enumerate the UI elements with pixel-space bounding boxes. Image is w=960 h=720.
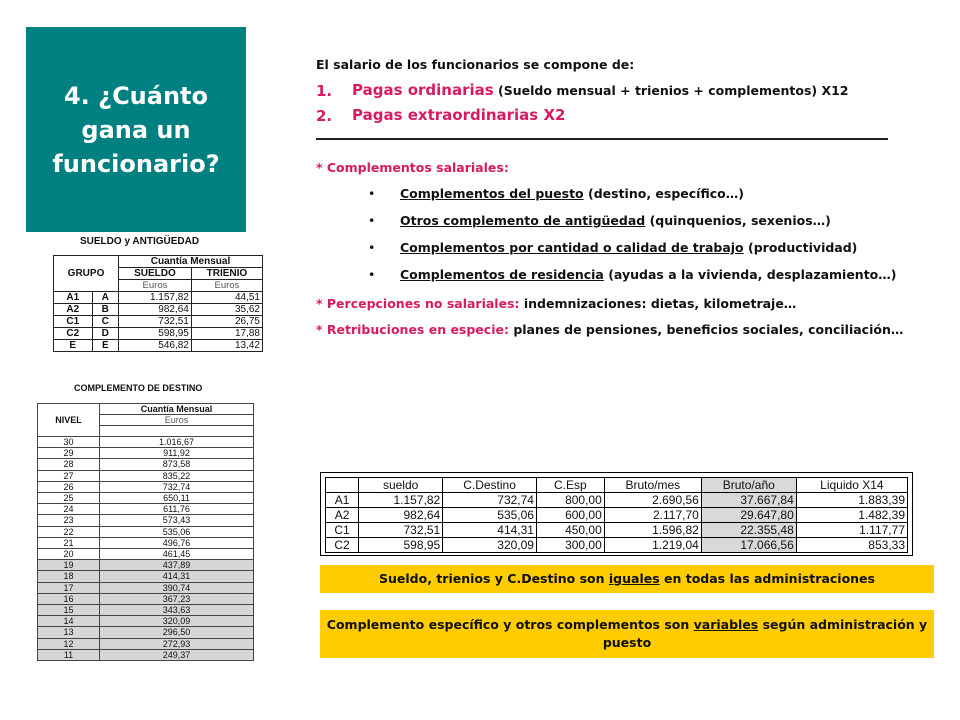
- bullet-label: Complementos de residencia: [400, 267, 604, 282]
- complemento-destino-table: [32, 381, 258, 711]
- nivel-cell: 17: [38, 582, 100, 593]
- slide-title: 4. ¿Cuánto gana un funcionario?: [26, 27, 246, 232]
- bullet-text: (quinquenios, sexenios…): [645, 213, 831, 228]
- euros-cell: 414,31: [100, 571, 254, 582]
- value-cell: 29.647,80: [701, 508, 796, 523]
- value-cell: 800,00: [536, 493, 604, 508]
- euros-cell: 437,89: [100, 560, 254, 571]
- value-cell: 600,00: [536, 508, 604, 523]
- percepciones-label: * Percepciones no salariales:: [316, 296, 520, 311]
- group-cell: A1: [326, 493, 359, 508]
- bullet-label: Otros complemento de antigüedad: [400, 213, 646, 228]
- table-row: [38, 493, 254, 504]
- bullet-label: Complementos del puesto: [400, 186, 584, 201]
- bullet-item: [316, 239, 904, 256]
- retribuciones-label: * Retribuciones en especie:: [316, 322, 509, 337]
- table-row: [38, 582, 254, 593]
- list-item-text: (Sueldo mensual + trienios + complementos) X12: [493, 83, 849, 98]
- table-row: [54, 340, 263, 352]
- note-emphasis: variables: [693, 617, 759, 632]
- note-emphasis: iguales: [608, 571, 660, 586]
- nivel-cell: 25: [38, 493, 100, 504]
- grupo-cell: C2: [54, 328, 93, 340]
- euros-cell: 272,93: [100, 638, 254, 649]
- grupo-cell: A: [92, 292, 119, 304]
- cuantia-header: Cuantía Mensual: [100, 404, 254, 415]
- bullet-item: [316, 212, 904, 229]
- grupo-cell: E: [92, 340, 119, 352]
- table-row: [326, 523, 908, 538]
- nivel-cell: 13: [38, 627, 100, 638]
- table-row: [38, 437, 254, 448]
- sueldo-cell: 546,82: [119, 340, 192, 352]
- value-cell: 17.066,56: [701, 538, 796, 553]
- table-row: [38, 571, 254, 582]
- trienio-header: TRIENIO: [191, 268, 262, 280]
- nivel-cell: 30: [38, 437, 100, 448]
- nivel-cell: 20: [38, 549, 100, 560]
- value-cell: 300,00: [536, 538, 604, 553]
- trienio-cell: 35,62: [191, 304, 262, 316]
- nivel-header: NIVEL: [38, 404, 100, 437]
- value-cell: 37.667,84: [701, 493, 796, 508]
- nivel-cell: 28: [38, 459, 100, 470]
- sueldo-antiguedad-caption: SUELDO y ANTIGÜEDAD: [80, 236, 200, 247]
- value-cell: 1.117,77: [796, 523, 907, 538]
- table-row: [54, 328, 263, 340]
- nivel-cell: 15: [38, 605, 100, 616]
- table-row: [38, 605, 254, 616]
- value-cell: 1.219,04: [604, 538, 701, 553]
- note-text: Complemento específico y otros complementos son: [326, 617, 694, 632]
- column-header: C.Destino: [443, 478, 537, 493]
- note-text: según administración y puesto: [602, 617, 928, 650]
- nivel-cell: 18: [38, 571, 100, 582]
- note-iguales: [320, 565, 934, 593]
- group-cell: C1: [326, 523, 359, 538]
- column-header: Bruto/año: [701, 478, 796, 493]
- nivel-cell: 24: [38, 504, 100, 515]
- grupo-header: GRUPO: [54, 256, 119, 292]
- table-row: [326, 508, 908, 523]
- euros-cell: 320,09: [100, 616, 254, 627]
- value-cell: 853,33: [796, 538, 907, 553]
- euros-cell: 249,37: [100, 649, 254, 660]
- euros-cell: 835,22: [100, 470, 254, 481]
- grupo-cell: C: [92, 316, 119, 328]
- table-row: [38, 537, 254, 548]
- nivel-cell: 29: [38, 448, 100, 459]
- grupo-cell: A2: [54, 304, 93, 316]
- grupo-cell: D: [92, 328, 119, 340]
- blank-header: [100, 426, 254, 437]
- table-row: [326, 493, 908, 508]
- value-cell: 320,09: [443, 538, 537, 553]
- trienio-cell: 26,75: [191, 316, 262, 328]
- value-cell: 982,64: [359, 508, 443, 523]
- value-cell: 1.596,82: [604, 523, 701, 538]
- retribuciones-rest: planes de pensiones, beneficios sociales, conciliación…: [508, 322, 904, 337]
- column-header: Bruto/mes: [604, 478, 701, 493]
- euros-cell: 535,06: [100, 526, 254, 537]
- list-item-label: Pagas extraordinarias: [352, 106, 539, 124]
- value-cell: 535,06: [443, 508, 537, 523]
- nivel-cell: 23: [38, 515, 100, 526]
- sueldo-cell: 1.157,82: [119, 292, 192, 304]
- salary-summary-table: [320, 472, 913, 556]
- euros-cell: 611,76: [100, 504, 254, 515]
- percepciones-rest: indemnizaciones: dietas, kilometraje…: [519, 296, 797, 311]
- table-row: [54, 292, 263, 304]
- list-number: 2.: [316, 107, 333, 125]
- trienio-cell: 17,88: [191, 328, 262, 340]
- euros-cell: 496,76: [100, 537, 254, 548]
- bullet-item: [316, 185, 904, 202]
- grupo-cell: C1: [54, 316, 93, 328]
- bullet-label: Complementos por cantidad o calidad de trabajo: [400, 240, 744, 255]
- value-cell: 732,74: [443, 493, 537, 508]
- table-row: [54, 304, 263, 316]
- sueldo-cell: 982,64: [119, 304, 192, 316]
- table-row: [38, 649, 254, 660]
- table-row: [38, 638, 254, 649]
- group-cell: A2: [326, 508, 359, 523]
- nivel-cell: 26: [38, 481, 100, 492]
- nivel-cell: 12: [38, 638, 100, 649]
- value-cell: 1.482,39: [796, 508, 907, 523]
- grupo-cell: A1: [54, 292, 93, 304]
- cuantia-header: Cuantía Mensual: [119, 256, 263, 268]
- note-text: Sueldo, trienios y C.Destino son: [379, 571, 609, 586]
- euros-cell: 732,74: [100, 481, 254, 492]
- table-row: [38, 459, 254, 470]
- euros-cell: 650,11: [100, 493, 254, 504]
- table-row: [38, 481, 254, 492]
- value-cell: 414,31: [443, 523, 537, 538]
- nivel-cell: 11: [38, 649, 100, 660]
- nivel-cell: 27: [38, 470, 100, 481]
- table-header-row: [326, 478, 908, 493]
- table-row: [38, 560, 254, 571]
- table-row: [38, 504, 254, 515]
- note-variables: [320, 610, 934, 658]
- list-item: [316, 82, 904, 99]
- euros-cell: 873,58: [100, 459, 254, 470]
- table-row: [38, 448, 254, 459]
- value-cell: 1.883,39: [796, 493, 907, 508]
- bullet-item: [316, 266, 904, 283]
- nivel-cell: 22: [38, 526, 100, 537]
- euros-cell: 911,92: [100, 448, 254, 459]
- table-row: [38, 470, 254, 481]
- table-row: [38, 593, 254, 604]
- bullet-text: (productividad): [743, 240, 858, 255]
- euros-cell: 461,45: [100, 549, 254, 560]
- euros-cell: 343,63: [100, 605, 254, 616]
- table-row: [38, 526, 254, 537]
- nivel-cell: 19: [38, 560, 100, 571]
- complementos-heading: * Complementos salariales:: [316, 160, 509, 175]
- euros-header: Euros: [119, 280, 192, 292]
- bullet-text: (ayudas a la vivienda, desplazamiento…): [603, 267, 897, 282]
- table-row: [38, 627, 254, 638]
- list-item-text: X2: [538, 106, 566, 124]
- trienio-cell: 44,51: [191, 292, 262, 304]
- sueldo-antiguedad-table: [50, 233, 268, 381]
- value-cell: 450,00: [536, 523, 604, 538]
- nivel-cell: 16: [38, 593, 100, 604]
- group-cell: C2: [326, 538, 359, 553]
- table-row: [54, 316, 263, 328]
- list-item: [316, 107, 904, 124]
- table-row: [326, 538, 908, 553]
- complemento-destino-caption: COMPLEMENTO DE DESTINO: [74, 383, 203, 393]
- euros-cell: 367,23: [100, 593, 254, 604]
- table-row: [38, 515, 254, 526]
- column-header: sueldo: [359, 478, 443, 493]
- euros-cell: 1.016,67: [100, 437, 254, 448]
- nivel-cell: 21: [38, 537, 100, 548]
- trienio-cell: 13,42: [191, 340, 262, 352]
- value-cell: 1.157,82: [359, 493, 443, 508]
- bullet-text: (destino, específico…): [583, 186, 744, 201]
- separator-line: [316, 138, 888, 140]
- grupo-cell: B: [92, 304, 119, 316]
- value-cell: 598,95: [359, 538, 443, 553]
- percepciones-text: [316, 295, 904, 313]
- column-header: Liquido X14: [796, 478, 907, 493]
- value-cell: 22.355,48: [701, 523, 796, 538]
- retribuciones-text: [316, 321, 904, 339]
- table-row: [38, 616, 254, 627]
- table-row: [38, 549, 254, 560]
- column-header: [326, 478, 359, 493]
- euros-header: Euros: [191, 280, 262, 292]
- note-text: en todas las administraciones: [659, 571, 875, 586]
- nivel-cell: 14: [38, 616, 100, 627]
- list-item-label: Pagas ordinarias: [352, 81, 494, 99]
- grupo-cell: E: [54, 340, 93, 352]
- euros-cell: 296,50: [100, 627, 254, 638]
- value-cell: 732,51: [359, 523, 443, 538]
- column-header: C.Esp: [536, 478, 604, 493]
- sueldo-cell: 598,95: [119, 328, 192, 340]
- euros-cell: 573,43: [100, 515, 254, 526]
- sueldo-cell: 732,51: [119, 316, 192, 328]
- value-cell: 2.117,70: [604, 508, 701, 523]
- value-cell: 2.690,56: [604, 493, 701, 508]
- intro-text: El salario de los funcionarios se compone de:: [316, 57, 635, 72]
- sueldo-header: SUELDO: [119, 268, 192, 280]
- list-number: 1.: [316, 82, 333, 100]
- main-content: [316, 56, 904, 339]
- euros-cell: 390,74: [100, 582, 254, 593]
- euros-header: Euros: [100, 415, 254, 426]
